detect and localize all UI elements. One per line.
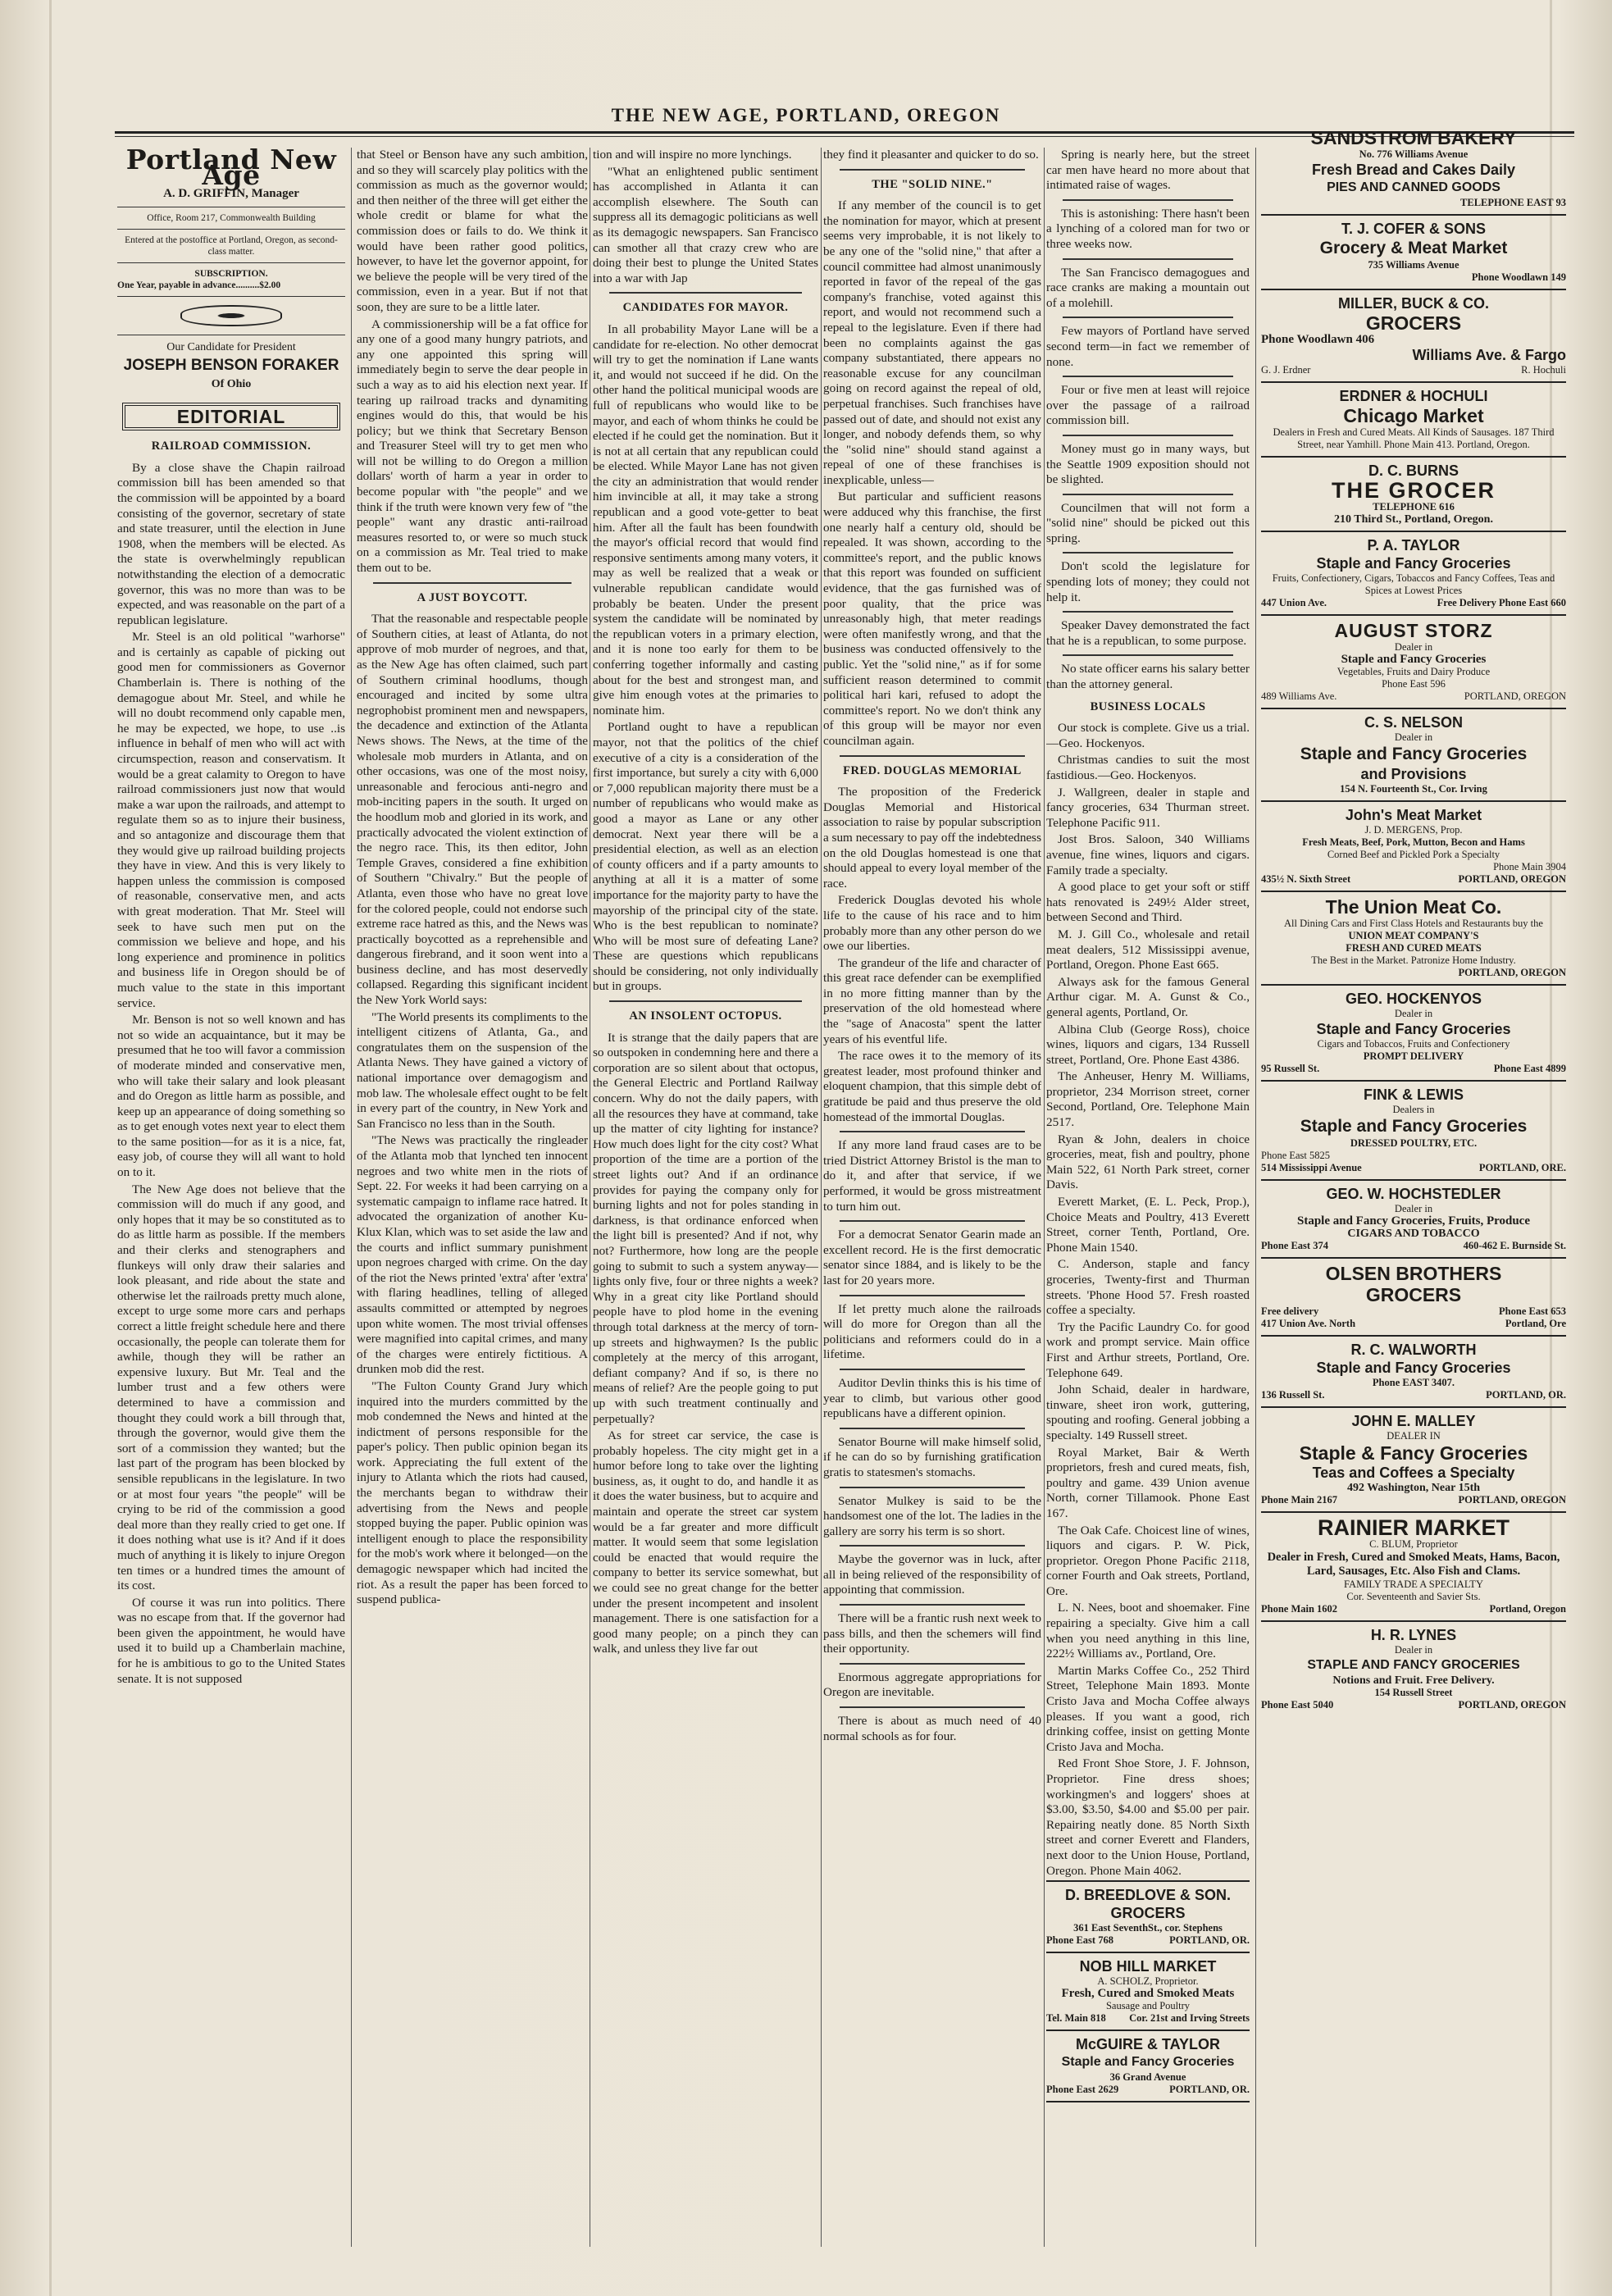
- paragraph: tion and will inspire no more lynchings.: [593, 148, 792, 162]
- local-item: Our stock is complete. Give us a trial.—Geo. Hockenyos.: [1046, 721, 1250, 750]
- ad-text: Dealers in Fresh and Cured Meats. All Kinds of Sausages. 187 Third Street, near Yamhill. Phone Main 413. Portland, Oregon.: [1273, 426, 1555, 450]
- paragraph: A commissionership will be a fat office for any one of a good many hungry patriots, and any one appointed this spring will immediately begin to serve the dear people in such a way as to aid his election next year. If tearing up railroad tracks and dynamiting engines would do this, that would be his policy; but we think that Secretary Benson and Treasurer Steel will try to get men who will not be willing to do Oregon a million dollars' worth of harm a year in order to become popular with "the people" and we think if the truth were known very few of "the people" want any drastic anti-railroad measures resorted to, or were so much stuck on a commission as Mr. Teal tried to make them out to be.: [357, 317, 588, 576]
- article-title: THE "SOLID NINE.": [872, 177, 993, 191]
- ad-hochstedler: [1261, 1181, 1566, 1259]
- local-item: John Schaid, dealer in hardware, tinware, sheet iron work, guttering, spouting and roofing. General jobbing a specialty. 149 Russell street.: [1046, 1383, 1250, 1442]
- ad-name: AUGUST STORZ: [1334, 620, 1493, 641]
- ad-line: Staple and Fancy Groceries: [1061, 2055, 1235, 2070]
- divider: [840, 169, 1025, 171]
- short-item: There is about as much need of 40 normal schools as for four.: [823, 1714, 1041, 1743]
- paragraph: Mr. Benson is not so well known and has not so wide an acquaintance, but it may be presumed that he too will favor a commission of moderate minded and conservative men, who will take their salary and look pleasant and do Oregon as little harm as possible, and keep up an appearance of doing something so as to get enough votes next year to elect them to the same position—for as it is a nice, fat, easy job, of course they will all want to hold on to it.: [117, 1013, 345, 1180]
- ad-name: R. C. WALWORTH: [1350, 1342, 1477, 1358]
- ad-city: PORTLAND, OR.: [1486, 1389, 1566, 1401]
- paper-fold: [49, 0, 52, 2296]
- divider: [1063, 199, 1233, 201]
- ad-line: Staple and Fancy Groceries, Fruits, Produce: [1296, 1214, 1530, 1228]
- ad-phone: TELEPHONE 616: [1373, 501, 1455, 512]
- ad-walworth: [1261, 1337, 1566, 1408]
- ad-line: Notions and Fruit. Free Delivery.: [1332, 1674, 1495, 1687]
- divider: [117, 229, 345, 230]
- divider: [840, 1487, 1025, 1488]
- divider: [840, 1604, 1025, 1606]
- ad-union-meat: [1261, 892, 1566, 986]
- ad-city: Portland, Ore: [1505, 1318, 1566, 1329]
- ad-line: Dealer in Fresh, Cured and Smoked Meats, Hams, Bacon, Lard, Sausages, Etc. Also Fish and Clams.: [1267, 1551, 1560, 1578]
- short-item: Spring is nearly here, but the street car men have heard no more about that intimated raise of wages.: [1046, 148, 1250, 193]
- ad-city: Portland, Oregon: [1489, 1603, 1566, 1615]
- ad-prop: A. SCHOLZ, Proprietor.: [1097, 1975, 1199, 1988]
- local-item: M. J. Gill Co., wholesale and retail meat dealers, 512 Mississippi avenue, Portland, Oregon. Phone East 665.: [1046, 927, 1250, 973]
- local-item: Jost Bros. Saloon, 340 Williams avenue, fine wines, liquors and cigars. Family trade a specialty.: [1046, 832, 1250, 877]
- divider: [840, 1295, 1025, 1296]
- ad-line: Staple and Fancy Groceries: [1316, 1360, 1511, 1376]
- ad-city: PORTLAND, ORE.: [1478, 1162, 1566, 1173]
- candidate-state: Of Ohio: [211, 377, 252, 390]
- ad-line: Staple and Fancy Groceries: [1316, 555, 1511, 572]
- short-item: For a democrat Senator Gearin made an excellent record. He is the first democratic senator since 1884, and is likely to be the last for 20 years more.: [823, 1228, 1041, 1287]
- local-item: Christmas candies to suit the most fastidious.—Geo. Hockenyos.: [1046, 753, 1250, 782]
- paragraph: "The News was practically the ringleader of the Atlanta mob that lynched ten innocent negroes and two white men in the riots of Sept. 22. For weeks it had been carrying on a systematic campaign to inflame race hatred. It advocated the organization of another Ku-Klux Klan, which was to set aside the law and the courts and inflict summary punishment upon negroes charged with crime. On the day of the riot the News printed 'extra' after 'extra' with flaring headlines, telling of alleged assaults committed or attempted by negroes upon white women. The most trivial offenses were magnified into capital crimes, and many of the charges were entirely fictitious. A drunken mob did the rest.: [357, 1133, 588, 1377]
- divider: [1063, 376, 1233, 377]
- ad-name: H. R. LYNES: [1370, 1627, 1457, 1643]
- ad-line: Corned Beef and Pickled Pork a Specialty: [1327, 849, 1500, 860]
- ad-hockenyos: [1261, 986, 1566, 1082]
- ad-city: PORTLAND, OREGON: [1464, 690, 1566, 702]
- short-item: Don't scold the legislature for spending lots of money; they could not help it.: [1046, 559, 1250, 604]
- divider: [117, 262, 345, 263]
- ad-dealer: Dealer in: [1394, 731, 1433, 743]
- ad-dealer: Dealer in: [1394, 1644, 1433, 1656]
- ad-line: FAMILY TRADE A SPECIALTY: [1344, 1578, 1483, 1590]
- paragraph: The proposition of the Frederick Douglas Memorial and Historical association to raise by popular subscription a sum necessary to pay off the indebtedness on the old Douglas homestead is one that should appeal to every loyal member of the race.: [823, 785, 1041, 891]
- ad-dealer: Dealer in: [1394, 1008, 1433, 1019]
- office-line: Office, Room 217, Commonwealth Building: [147, 212, 316, 223]
- column-5: [1046, 148, 1250, 2247]
- ad-name: McGUIRE & TAYLOR: [1075, 2036, 1221, 2053]
- ad-mcguire: [1046, 2031, 1250, 2102]
- local-item: A good place to get your soft or stiff hats renovated is 249½ Alder street, between Second and Third.: [1046, 880, 1250, 925]
- ad-phone: Phone EAST 3407.: [1372, 1377, 1455, 1388]
- ad-address: 154 Russell Street: [1374, 1687, 1453, 1698]
- ad-address: 154 N. Fourteenth St., Cor. Irving: [1340, 783, 1487, 795]
- ad-address: 447 Union Ave.: [1261, 597, 1327, 608]
- ad-address: 514 Mississippi Avenue: [1261, 1162, 1362, 1173]
- short-item: Enormous aggregate appropriations for Oregon are inevitable.: [823, 1670, 1041, 1700]
- paragraph: The New Age does not believe that the commission will do much if any good, and only hopes that it may be so constituted as to do as little harm as possible. If the members and their clerks and stenographers and flunkeys will only draw their salaries and look pleasant, and ride about the state and otherwise let the railroads pretty much alone, except to urge some more cars and perhaps correct a little freight schedule here and there occasionally, the people can tolerate them for awhile, though they will be rather an expensive luxury. But Mr. Teal and the lumber trust and a few others were determined to have a commission and thought they could work a bill through that, through the governor, would give them the sort of a commission they wanted; but the last part of the program has been blocked by sensible republicans in the legislature. In two or at most four years "the people" will be crying to be rid of the commission a good deal more than they really cried to get one. If it does nothing what use is it? And if it does much of anything it is likely to injure Oregon ten times or a hundred times the amount of its cost.: [117, 1182, 345, 1593]
- ad-name: MILLER, BUCK & CO.: [1338, 295, 1489, 312]
- ad-address: 417 Union Ave. North: [1261, 1318, 1356, 1329]
- ad-line: Fresh, Cured and Smoked Meats: [1061, 1987, 1235, 2001]
- short-item: Councilmen that will not form a "solid nine" should be picked out this spring.: [1046, 500, 1250, 545]
- ad-phone: Phone East 5825: [1261, 1150, 1331, 1161]
- ad-address: 492 Washington, Near 15th: [1346, 1482, 1481, 1494]
- candidate-label: Our Candidate for President: [166, 340, 296, 353]
- column-rule: [821, 148, 822, 2247]
- ad-phone: Phone East 653: [1499, 1305, 1566, 1317]
- ad-sandstrom: [1261, 123, 1566, 216]
- divider: [117, 296, 345, 297]
- paragraph: "What an enlightened public sentiment has accomplished in Atlanta it can accomplish elsewhere. The South can suppress all its demagogic politicians as well as its demagogic newspapers. San Francisco can smother all that crazy crew who are doing their best to plunge the United States into a war with Jap: [593, 164, 818, 285]
- business-locals: [1046, 721, 1250, 1879]
- ad-text: Fruits, Confectionery, Cigars, Tobaccos and Fancy Coffees, Teas and Spices at Lowest Prices: [1272, 572, 1555, 596]
- running-head: THE NEW AGE, PORTLAND, OREGON: [611, 105, 1001, 125]
- paragraph: But particular and sufficient reasons were adduced why this franchise, the first one nearly half a century old, should be repealed. It was shown, according to the committee's report, and the public knows that this report was founded on sufficient evidence, that the gas furnished was of poor quality, that the price was unreasonably high, that meter readings were often manifestly wrong, and that the business was conducted offensively to the public. Yet the "solid nine," as if for some sufficient reason determined to commit political hari kari, refused to adopt the committee's report. No we don't think any of this group will be mayor nor even councilman again.: [823, 490, 1041, 748]
- paragraph: As for street car service, the case is probably hopeless. The city might get in a humor before long to take over the lighting business, as, it ought to do, and handle it as it does the water business, but to acquire and maintain and operate the street car system would be a far greater and more difficult matter. It would seem that some legislation could be enacted that would require the company to better its service somewhat, but we could see no great change for the better under the present incompetent and insolent management. There is one satisfaction for a good many people; on a pinch they can walk, and unless they live far out: [593, 1428, 818, 1656]
- ad-name: T. J. COFER & SONS: [1341, 221, 1487, 237]
- ad-burns: [1261, 458, 1566, 532]
- divider: [1063, 317, 1233, 318]
- ad-kind: GROCERS: [1365, 312, 1462, 334]
- ad-line: STAPLE AND FANCY GROCERIES: [1307, 1658, 1520, 1672]
- paragraph: that Steel or Benson have any such ambition, and so they will scarcely play politics with the commission as much as the governor would; and then neither of the three will get either the whole credit or blame for what the commission does or fails to do. We think it would have been rather good politics, however, to have let the governor appoint, for we believe the people will be very tired of the commission, even in a year. But if not that soon, they are sure to be a little later.: [357, 148, 588, 314]
- divider: [1063, 552, 1233, 554]
- ad-city: PORTLAND, OR.: [1169, 1934, 1250, 1947]
- short-item: Speaker Davey demonstrated the fact that he is a republican, to some purpose.: [1046, 618, 1250, 648]
- local-item: Try the Pacific Laundry Co. for good work and prompt service. Main office First and Arthur streets, Portland, Ore. Telephone 649.: [1046, 1319, 1250, 1380]
- ad-line: Sausage and Poultry: [1105, 2000, 1191, 2012]
- ad-line: Fresh Meats, Beef, Pork, Mutton, Becon and Hams: [1302, 836, 1525, 848]
- ad-phone: Phone Woodlawn 149: [1471, 271, 1566, 283]
- divider: [609, 1000, 802, 1002]
- ad-name: OLSEN BROTHERS: [1325, 1263, 1502, 1284]
- short-item: Senator Bourne will make himself solid, if he can do so by furnishing gratification gratis to statesmen's stomachs.: [823, 1434, 1041, 1479]
- ad-prop: J. D. MERGENS, Prop.: [1364, 824, 1463, 836]
- ad-lynes: [1261, 1622, 1566, 1716]
- ad-city: PORTLAND, OREGON: [1458, 873, 1566, 885]
- ad-delivery: Free delivery: [1261, 1305, 1319, 1317]
- ad-kind: GROCERS: [1110, 1905, 1186, 1922]
- paragraph: The race owes it to the memory of its greatest leader, most profound thinker and eloquent champion, that this simple debt of gratitude be paid and thus preserve the old homestead of the immortal Douglas.: [823, 1049, 1041, 1124]
- local-item: J. Wallgreen, dealer in staple and fancy groceries, 634 Thurman street. Telephone Pacific 911.: [1046, 785, 1250, 830]
- ad-phone: Phone East 5040: [1261, 1699, 1334, 1711]
- ad-line: FRESH AND CURED MEATS: [1346, 942, 1482, 954]
- ad-phone: Phone East 768: [1046, 1934, 1113, 1947]
- ad-line: and Provisions: [1360, 766, 1467, 782]
- divider: [1063, 611, 1233, 613]
- ad-address: 489 Williams Ave.: [1261, 690, 1337, 702]
- paragraph: It is strange that the daily papers that are so outspoken in condemning here and there a corporation are so silent about that octopus, the General Electric and Portland Railway concern. Why do not the daily papers, with all the resources they have at command, take up the matter of city lighting for instance? How much does light for the city cost? What proportion of the time are a portion of the street lights out? And if an ordinance provides for paying the company only for burning lights and not for poles standing in darkness, is that ordinance enforced when the light bill is presented? And if not, why not? Furthermore, how long are the people going to submit to such a system anyway—lights only five, four or three nights a week? Why in a great city like Portland should people have to plod home in the evening through total darkness at the mercy of torn-up streets and highwaymen? Is the public completely at the mercy of this arrogant, defiant company? And if so, is there no means of relief? Are the people going to put up with such treatment continually and perpetually?: [593, 1030, 818, 1426]
- ad-address: Cor. 21st and Irving Streets: [1129, 2012, 1250, 2025]
- local-item: L. N. Nees, boot and shoemaker. Fine repairing a specialty. Give him a call when you need anything in this line, 222½ Williams av., Portland, Ore.: [1046, 1601, 1250, 1661]
- paragraph: The grandeur of the life and character of this great race defender can be exemplified in no more fitting manner than by the preservation of the old homestead where the "sage of Anacosta" spent the latter years of his eventful life.: [823, 955, 1041, 1046]
- ad-phone: Phone East 2629: [1046, 2084, 1119, 2096]
- paragraph: In all probability Mayor Lane will be a candidate for re-election. No other democrat will try to get the nomination if Lane wants it, and would not succeed if he did. On the other hand the political municipal woods are full of republicans who would like to be mayor, and each of whom thinks he could be elected if he could get the nomination. But it is not at all certain that any republican could be elected. While Mayor Lane has not given the city an administration that would render him invincible at all, it may take a strong republican and a good vote-getter to beat him. After all the fault has been foundwith the mayor's official record that would find responsive sentiments among many voters, it may as well be realized that a weak or vulnerable republican candidate would probably be beaten. Under the present system the candidate will be nominated by the republican voters in a primary election, and it is none too early for them to be conferring together informally and casting about for the best and strongest man, and give him enough votes at the primaries to nominate him.: [593, 321, 818, 718]
- ad-prop: C. BLUM, Proprietor: [1369, 1538, 1458, 1550]
- ad-city: PORTLAND, OREGON: [1458, 1699, 1566, 1711]
- local-item: Red Front Shoe Store, J. F. Johnson, Proprietor. Fine dress shoes; workingmen's and loggers' shoes at $3.00, $3.50, $4.00 and $5.00 per pair. Repairing neatly done. 85 North Sixth street and corner Everett and Flanders, next door to the Union House, Portland, Oregon. Phone Main 4062.: [1046, 1756, 1250, 1878]
- divider: [1063, 258, 1233, 260]
- editorial-box: EDITORIAL: [122, 403, 340, 431]
- column-2: [357, 148, 588, 2247]
- ad-name: RAINIER MARKET: [1318, 1515, 1510, 1540]
- paragraph: Frederick Douglas devoted his whole life to the cause of his race and to him probably more than any other person do we owe our liberties.: [823, 893, 1041, 954]
- ad-miller: [1261, 290, 1566, 383]
- divider: [840, 1131, 1025, 1132]
- paragraph: they find it pleasanter and quicker to do so.: [823, 148, 1039, 162]
- ad-line: Staple & Fancy Groceries: [1299, 1442, 1528, 1464]
- ad-name: JOHN E. MALLEY: [1351, 1413, 1476, 1429]
- article-title: CANDIDATES FOR MAYOR.: [622, 301, 789, 315]
- ad-name: D. C. BURNS: [1368, 462, 1459, 479]
- short-item: Four or five men at least will rejoice over the passage of a railroad commission bill.: [1046, 383, 1250, 428]
- ad-dealer: Dealers in: [1392, 1104, 1435, 1115]
- local-item: Always ask for the famous General Arthur cigar. M. A. Gunst & Co., general agents, Portland, Or.: [1046, 974, 1250, 1019]
- short-item: If any more land fraud cases are to be tried District Attorney Bristol is the man to do it, and after that service, if we performed, it would be gross mistreatment to turn him out.: [823, 1138, 1041, 1214]
- ad-address: 210 Third St., Portland, Oregon.: [1334, 513, 1493, 526]
- ad-line: PROMPT DELIVERY: [1363, 1050, 1464, 1062]
- ad-line: Staple and Fancy Groceries: [1341, 653, 1487, 666]
- ad-storz: [1261, 616, 1566, 709]
- ad-name: NOB HILL MARKET: [1079, 1958, 1217, 1975]
- divider: [840, 1663, 1025, 1665]
- short-item: This is astonishing: There hasn't been a lynching of a colored man for two or three weeks now.: [1046, 206, 1250, 251]
- local-item: C. Anderson, staple and fancy groceries, Twenty-first and Thurman streets. 'Phone Hood 57. Fresh roasted coffee a specialty.: [1046, 1257, 1250, 1318]
- ad-dealer: Dealer in: [1394, 1203, 1433, 1214]
- article-title: AN INSOLENT OCTOPUS.: [629, 1009, 782, 1023]
- ad-name: John's Meat Market: [1345, 807, 1482, 823]
- paragraph: If any member of the council is to get the nomination for mayor, which at present seems very improbable, it is not likely to be any one of the "solid nine," that after a council committee had almost unanimously reported in favor of the repeal of the gas company's franchise, voted against this report, and would not recommend such a repeal to the legislature. Even if there had been no complaints against the gas company substantiated, there appears no reasonable excuse for any councilman going on record against the repeal of old, perpetual franchises. Such franchises have passed out of date, and should not exist any longer, and nobody defends them, so why the "solid nine" should stand against a repeal of one of these franchises is inexplicable, unless—: [823, 198, 1041, 487]
- ad-malley: [1261, 1408, 1566, 1513]
- ad-nob-hill: [1046, 1953, 1250, 2031]
- paragraph: By a close shave the Chapin railroad commission bill has been amended so that the commission will be appointed by a board consisting of the governor, secretary of state and state treasurer, until the election in June 1908, when the members will be elected. As the state is overwhelmingly republican notwithstanding the election of a democratic governor, this was no more than was to be expected, and was reasonable on the part of a republican legislature.: [117, 460, 345, 627]
- article-title: A JUST BOYCOTT.: [417, 590, 528, 604]
- ad-phone: Phone Main 2167: [1261, 1494, 1338, 1506]
- ad-line: Staple and Fancy Groceries: [1300, 745, 1528, 763]
- ad-name: The Union Meat Co.: [1325, 896, 1502, 918]
- ad-line: Staple and Fancy Groceries: [1300, 1117, 1528, 1136]
- short-item: Money must go in many ways, but the Seattle 1909 exposition should not be slighted.: [1046, 441, 1250, 487]
- divider: [840, 1220, 1025, 1222]
- ad-address: Williams Ave. & Fargo: [1412, 347, 1566, 363]
- ad-text: Cor. Seventeenth and Savier Sts.: [1346, 1591, 1481, 1602]
- ad-address: 460-462 E. Burnside St.: [1463, 1240, 1566, 1251]
- ad-address: 435½ N. Sixth Street: [1261, 873, 1351, 885]
- ad-text: All Dining Cars and First Class Hotels and Restaurants buy the: [1284, 918, 1543, 929]
- article-title: FRED. DOUGLAS MEMORIAL: [843, 763, 1022, 777]
- ad-line: PIES AND CANNED GOODS: [1327, 180, 1500, 194]
- local-item: The Oak Cafe. Choicest line of wines, liquors and cigars. P. W. Pick, proprietor. Oregon Phone Pacific 2118, corner Fourth and Oak streets, Portland, Ore.: [1046, 1523, 1250, 1598]
- ad-address: No. 776 Williams Avenue: [1359, 148, 1469, 160]
- ad-name: GEO. W. HOCHSTEDLER: [1326, 1186, 1501, 1202]
- short-item: There will be a frantic rush next week to pass bills, and then the schemers will find their opportunity.: [823, 1611, 1041, 1656]
- divider: [1063, 435, 1233, 436]
- ad-line: THE GROCER: [1331, 478, 1496, 503]
- ad-address: 95 Russell St.: [1261, 1063, 1320, 1074]
- ad-name: GEO. HOCKENYOS: [1345, 991, 1482, 1007]
- divider: [840, 1369, 1025, 1370]
- ad-taylor: [1261, 532, 1566, 616]
- ad-kind: GROCERS: [1365, 1284, 1462, 1305]
- paragraph: Of course it was run into politics. There was no escape from that. If the governor had been given the appointment, he would have used it to build up a Chamberlain machine, for he is ambitious to go to the United States senate. It is not supposed: [117, 1595, 345, 1686]
- local-item: Everett Market, (E. L. Peck, Prop.), Choice Meats and Poultry, 413 Everett Street, corner Tenth, Portland, Ore. Phone Main 1540.: [1046, 1195, 1250, 1255]
- ad-olsen: [1261, 1259, 1566, 1337]
- ad-line: UNION MEAT COMPANY'S: [1348, 930, 1479, 941]
- short-item: Maybe the governor was in luck, after all in being relieved of the responsibility of appointing that commission.: [823, 1552, 1041, 1597]
- ad-city: PORTLAND, OREGON: [1458, 967, 1566, 978]
- article-title: RAILROAD COMMISSION.: [151, 440, 312, 453]
- ad-phone: Phone East 596: [1382, 678, 1446, 690]
- local-item: Ryan & John, dealers in choice groceries, meat, fish and poultry, phone Main 522, 61 North Park street, corner Davis.: [1046, 1132, 1250, 1192]
- divider: [609, 292, 802, 294]
- paragraph: "The Fulton County Grand Jury which inquired into the murders committed by the mob condemned the News and hinted at the indictment of persons responsible for the paper's policy. Then public opinion began its work. Appreciating the full extent of the injury to Atlanta which the riots had caused, the merchants began to withdraw their advertising from the News and people stopped buying the paper. Public opinion was intelligent enough to place the responsibility for the mob's work where it belonged—on the demagogic newspaper which had incited the riot. As a result the paper has been forced to suspend publica-: [357, 1378, 588, 1607]
- column-1: [117, 148, 345, 2247]
- ad-name: D. BREEDLOVE & SON.: [1064, 1887, 1232, 1904]
- divider: [840, 1428, 1025, 1429]
- ad-phone: TELEPHONE EAST 93: [1460, 197, 1566, 208]
- ad-line: Cigars and Tobaccos, Fruits and Confectionery: [1317, 1038, 1510, 1050]
- ad-name: ERDNER & HOCHULI: [1339, 388, 1488, 404]
- local-item: The Anheuser, Henry M. Williams, proprietor, 234 Morrison street, corner Second, Portland, Ore. Telephone Main 2517.: [1046, 1069, 1250, 1130]
- ad-cofer: [1261, 216, 1566, 290]
- short-item: Few mayors of Portland have served second term—in fact we remember of none.: [1046, 324, 1250, 369]
- divider: [1063, 654, 1233, 656]
- ad-phone: Phone Main 1602: [1261, 1603, 1338, 1615]
- manager-line: A. D. GRIFFIN, Manager: [163, 187, 299, 201]
- paragraph: "The World presents its compliments to the intelligent citizens of Atlanta, Ga., and congratulates them on the suspension of the Atlanta News. They have gained a victory of national importance over demagogism and mob law. The wholesale effect ought to be felt in every part of the country, in New York and San Francisco no less than in the South.: [357, 1009, 588, 1131]
- ad-phone: Phone Woodlawn 406: [1261, 333, 1375, 346]
- business-locals-title: BUSINESS LOCALS: [1090, 699, 1206, 713]
- column-6-ads: [1261, 123, 1566, 2222]
- masthead: Portland New Age: [125, 148, 337, 191]
- ad-fink-lewis: [1261, 1082, 1566, 1181]
- paragraph: Mr. Steel is an old political "warhorse" and is certainly as capable of picking out good men for commissioners as Governor Chamberlain is. There is nothing of the demagogue about Mr. Steel, and while he will no doubt recommend only capable men, he may be expected, we hope, to use ..is influence in behalf of men who will act with circumspection, reason and conservatism. It would be a great calamity to Oregon to have railroad commissioners just now that would make a war upon the railroads, and attempt to regulate them so as to injure their business, and so antagonize and discourage them that they would give up railroad building projects they have in view. And this is very likely to happen unless the commission is composed of reasonable, conservative men, and acts with great moderation. That Mr. Steel will seek to have such men put on the commission we believe and hope, and his long experience and prominence in politics and business life in Oregon should be of much value to the state in this important service.: [117, 630, 345, 1010]
- ad-rainier: [1261, 1513, 1566, 1622]
- ad-name: C. S. NELSON: [1364, 714, 1463, 731]
- short-item: No state officer earns his salary better than the attorney general.: [1046, 662, 1250, 692]
- ad-line: CIGARS AND TOBACCO: [1347, 1228, 1480, 1240]
- divider: [373, 582, 571, 584]
- ad-line: Chicago Market: [1343, 405, 1484, 426]
- ad-line: Fresh Bread and Cakes Daily: [1311, 162, 1516, 178]
- ad-line: Vegetables, Fruits and Dairy Produce: [1337, 666, 1491, 677]
- ad-address: 36 Grand Avenue: [1109, 2071, 1186, 2084]
- ad-address: 361 East SeventhSt., cor. Stephens: [1073, 1922, 1223, 1934]
- ad-line: Staple and Fancy Groceries: [1316, 1021, 1511, 1037]
- divider: [1063, 494, 1233, 495]
- ad-name: SANDSTROM BAKERY: [1310, 127, 1517, 148]
- paragraph: That the reasonable and respectable people of Southern cities, at least of Atlanta, do not approve of mob murder of negroes, and that, as the New Age has often claimed, such part of Southern criminal hoodlums, though encouraged and incited by some ultra negrophobist prominent men and newspapers, the decadence and extinction of the Atlanta News shows. The News, at the time of the wholesale mob murders in Atlanta, and on other occasions, was one of the most noisy, unreasonable and ferocious anti-negro and mob-inciting papers in the south. It urged on the hoodlum mob and gloried in its work, and practically advocated the violent extinction of the negro race. This, its then editor, John Temple Graves, considered a fine exhibition of Southern "Chivalry." But the people of Atlanta, even those who have no great love for the colored people, could not endorse such extreme race hatred as this, and the News was practically boycotted as a reprehensible and dangerous firebrand, and it soon went into a business decline, and has most deservedly collapsed. Regarding this significant incident the New York World says:: [357, 612, 588, 1008]
- ad-address: 136 Russell St.: [1261, 1389, 1325, 1401]
- local-item: Albina Club (George Ross), choice wines, liquors and cigars, 134 Russell street, Portland, Ore. Phone East 4386.: [1046, 1022, 1250, 1067]
- ad-phone: Free Delivery Phone East 660: [1437, 597, 1566, 608]
- column-rule: [351, 148, 352, 2247]
- subscription-line: One Year, payable in advance..........$2.00: [117, 280, 281, 290]
- ornament-emblem-icon: [180, 305, 282, 326]
- ad-city: PORTLAND, OREGON: [1458, 1494, 1566, 1506]
- divider: [840, 755, 1025, 757]
- ad-johns: [1261, 802, 1566, 892]
- ad-line: DRESSED POULTRY, ETC.: [1350, 1137, 1478, 1149]
- ad-city: PORTLAND, OR.: [1169, 2084, 1250, 2096]
- ad-phone: Phone East 4899: [1493, 1063, 1566, 1074]
- candidate-name: JOSEPH BENSON FORAKER: [123, 357, 339, 375]
- column-rule: [1255, 148, 1256, 2247]
- ad-dealer: Dealer in: [1394, 641, 1433, 653]
- ad-partner: G. J. Erdner: [1261, 364, 1311, 376]
- short-item: If let pretty much alone the railroads will do more for Oregon than all the politicians and reformers could do in a lifetime.: [823, 1301, 1041, 1362]
- ad-phone: Tel. Main 818: [1046, 2012, 1106, 2025]
- divider: [840, 1545, 1025, 1547]
- ad-breedlove: [1046, 1880, 1250, 1953]
- ad-line: Teas and Coffees a Specialty: [1312, 1465, 1515, 1481]
- subscription-head: SUBSCRIPTION.: [194, 268, 268, 279]
- ad-phone: Phone Main 3904: [1493, 861, 1566, 872]
- ad-name: FINK & LEWIS: [1364, 1086, 1464, 1103]
- ad-address: 735 Williams Avenue: [1368, 259, 1459, 271]
- short-item: Auditor Devlin thinks this is his time of year to climb, but various other good republicans have a different opinion.: [823, 1375, 1041, 1421]
- divider: [840, 1706, 1025, 1708]
- ad-line: The Best in the Market. Patronize Home Industry.: [1311, 954, 1516, 966]
- ad-nelson: [1261, 709, 1566, 802]
- local-item: Royal Market, Bair & Werth proprietors, fresh and cured meats, fish, poultry and game. 439 Union avenue North, corner Tillamook. Phone East 167.: [1046, 1445, 1250, 1520]
- ad-line: Grocery & Meat Market: [1319, 239, 1508, 257]
- entered-line: Entered at the postoffice at Portland, Oregon, as second-class matter.: [125, 235, 338, 257]
- column-rule: [1044, 148, 1045, 2247]
- short-item: Senator Mulkey is said to be the handsomest one of the lot. The ladies in the gallery are sorry his term is so short.: [823, 1493, 1041, 1538]
- ad-phone: Phone East 374: [1261, 1240, 1328, 1251]
- ad-dealer: DEALER IN: [1387, 1430, 1441, 1442]
- ad-erdner: [1261, 383, 1566, 458]
- ad-partner: R. Hochuli: [1521, 364, 1566, 376]
- column-3: [593, 148, 818, 2247]
- paragraph: Portland ought to have a republican mayor, not that the politics of the chief executive of a city is a consideration of the first importance, but surely a city with 6,000 or 7,000 republican majority there must be a number of republicans who would make as good a mayor as Lane or any other democrat. Next year there will be a presidential election, as well as an election of county officers and if a party amounts to anything at all it is a matter of some importance for the majority party to have the mayorship of the principal city of the state. Who is the best republican to nominate? Who will be most sure of defeating Lane? These are questions which republicans should be considering, not only individually but in groups.: [593, 720, 818, 994]
- short-item: The San Francisco demagogues and race cranks are making a mountain out of a molehill.: [1046, 265, 1250, 310]
- column-4: [823, 148, 1041, 2247]
- ad-name: P. A. TAYLOR: [1367, 537, 1460, 554]
- local-item: Martin Marks Coffee Co., 252 Third Street, Telephone Main 1893. Monte Cristo Java and Mocha Coffee always pleases. If you want a good, rich drinking coffee, insist on getting Monte Cristo Java and Mocha.: [1046, 1663, 1250, 1754]
